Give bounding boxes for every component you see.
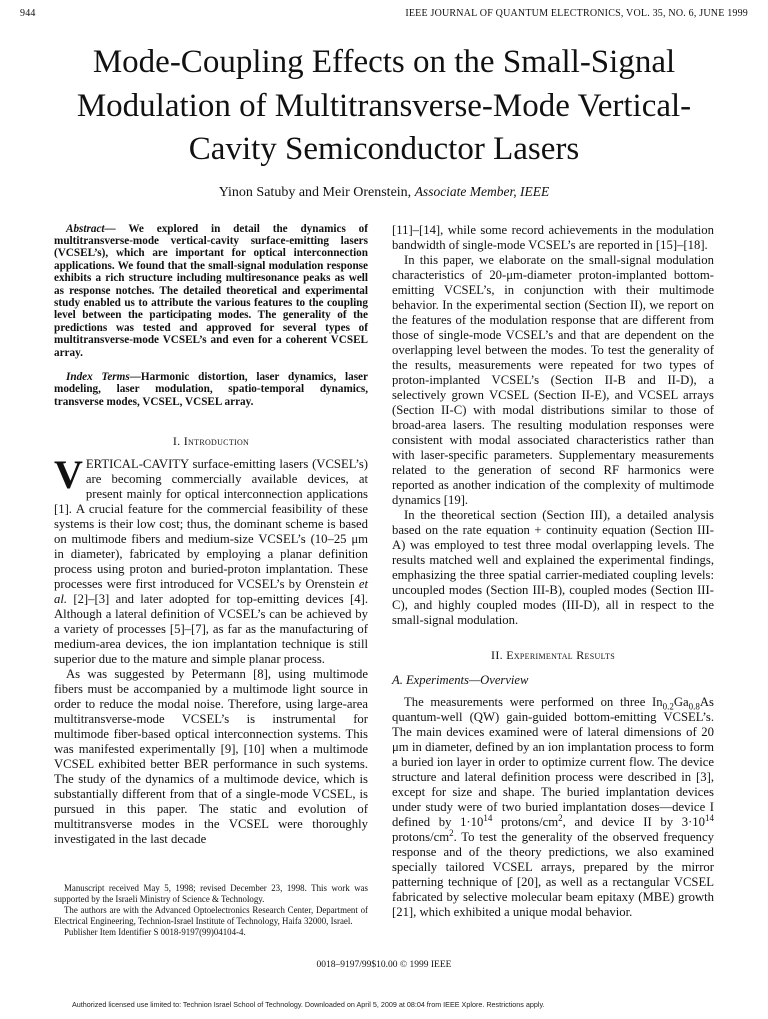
subsection-heading-overview: A. Experiments—Overview — [392, 672, 529, 687]
drop-cap: V — [54, 452, 83, 498]
paper-title: Mode-Coupling Effects on the Small-Signal Modulation of Multitransverse-Mode Vertical-Cavity Semiconductor Lasers — [76, 44, 692, 167]
text-run: [2]–[3] and later adopted for top-emitting devices [4]. Although a lateral definition of VCSEL’s can be achieved by a variety of processes [5]–[7], as far as the manufacturing of medium-area devices, the ion implantation technique is still superior due to the mature and simple planar process. — [54, 592, 368, 667]
footnote-received: Manuscript received May 5, 1998; revised December 23, 1998. This work was supported by the Israeli Ministry of Science & Technology. — [54, 883, 368, 905]
text-run: 14 — [704, 812, 714, 823]
abstract-text: We explored in detail the dynamics of multitransverse-mode vertical-cavity surface-emitting lasers (VCSEL’s), which are important for optical interconnection applications. We found that the small-signal modulation response exhibits a rich structure including multiresonance peaks as well as response notches. The detailed theoretical and experimental study enabled us to attribute the various features to the coupling level between the participating modes. The generality of the predictions was tested and approved for several types of multitransverse-mode VCSEL’s and even for a coherent VCSEL array. — [54, 222, 368, 359]
authors — [20, 184, 748, 201]
text-run: 14 — [483, 812, 493, 823]
page-number: 944 — [20, 8, 36, 19]
paragraph — [392, 223, 714, 253]
index-terms-label: Index Terms— — [66, 370, 141, 383]
section-heading-experimental: II. Experimental Results — [491, 647, 615, 662]
abstract — [54, 223, 368, 359]
text-run: surface-emitting lasers (VCSEL’s) are becoming commercially available devices, at present mainly for optical interconnection applications [1]. A crucial feature for the commercial feasibility of these systems is their low cost; thus, the dominant scheme is based on multimode fibers and medium-size VCSEL’s (10–25 μm in diameter), fabricated by employing a planar definition process using proton and buried-proton implantation. These processes were first introduced for VCSEL’s by Orenstein — [54, 457, 368, 592]
experimental-body — [392, 695, 714, 920]
running-header-row — [20, 8, 748, 19]
right-column-body — [392, 223, 714, 628]
text-run: As was suggested by Petermann [8], using multimode fibers must be accompanied by a multimode light source in order to reduce the modal noise. Therefore, using large-area multitransverse-mode VCSEL’s is instrumental for multimode fiber-based optical interconnection systems. This was manifested experimentally [9], [10] when a multimode VCSEL exhibited better BER performance in such systems. The study of the dynamics of a multimode device, which is substantially different from that of a single-mode VCSEL, is pursued in this paper. The static and evolution of multitransverse modes in the VCSEL were thoroughly investigated in the last decade — [54, 667, 368, 847]
section-heading-introduction: I. Introduction — [172, 434, 250, 449]
license-notice: Authorized licensed use limited to: Technion Israel School of Technology. Downloaded on April 5, 2009 at 08:04 from IEEE Xplore. Restrictions apply. — [72, 1000, 545, 1010]
text-run: et al. — [54, 577, 368, 607]
author-affiliation: Associate Member, IEEE — [414, 183, 550, 199]
paragraph — [392, 253, 714, 508]
author-names: Yinon Satuby and Meir Orenstein, — [218, 184, 412, 200]
left-column — [54, 223, 368, 939]
text-run: In this paper, we elaborate on the small-signal modulation characteristics of 20-μm-diameter proton-implanted bottom-emitting VCSEL’s, in conjunction with their multimode behavior. In the experimental section (Section II), we report on the features of the modulation response that are different from those of single-mode VCSEL’s and that are dependent on the overlapping level between the modes. To test the generality of the results, measurements were repeated for two types of proton-implanted VCSEL’s (Section II-B and II-D), a selectively grown VCSEL (Section II-E), and VCSEL arrays (Section II-C) with modal distributions similar to those of broad-area lasers. The resulting modulation responses were consistent with modal associated characteristics rather than with laser-specific parameters. Supplementary measurements related to the generation of second RF harmonics were reported as another indication of the complexity of multimode dynamics [19]. — [392, 252, 714, 507]
text-run: Ga — [673, 694, 689, 709]
text-run: protons/cm — [392, 829, 450, 844]
text-run: 2 — [449, 827, 454, 838]
index-terms-text: Harmonic distortion, laser dynamics, laser modeling, laser modulation, spatio-temporal dynamics, transverse modes, VCSEL, VCSEL array. — [54, 370, 368, 408]
paragraph — [54, 667, 368, 847]
text-run: . To test the generality of the observed frequency response and of the theory predictions, we also examined specially tailored VCSEL arrays, prepared by the mirror patterning technique of [20], as well as a rectangular VCSEL fabricated by selective molecular beam epitaxy (MBE) growth [21], which exhibited a unique modal behavior. — [392, 829, 714, 919]
text-run: [11]–[14], while some record achievements in the modulation bandwidth of single-mode VCSEL’s are reported in [15]–[18]. — [392, 222, 714, 252]
footnote-affiliation: The authors are with the Advanced Optoelectronics Research Center, Department of Electrical Engineering, Technion-Israel Institute of Technology, Haifa 32000, Israel. — [54, 905, 368, 927]
text-run: 0.2 — [662, 701, 674, 712]
introduction-body — [54, 452, 368, 847]
paragraph — [392, 508, 714, 628]
right-column — [392, 223, 714, 920]
lead-word: ERTICAL-CAVITY — [85, 457, 189, 472]
two-column-body — [54, 223, 748, 939]
abstract-label: Abstract— — [66, 222, 116, 235]
text-run: 2 — [558, 812, 563, 823]
running-header: IEEE JOURNAL OF QUANTUM ELECTRONICS, VOL. 35, NO. 6, JUNE 1999 — [405, 8, 748, 19]
index-terms — [54, 371, 368, 408]
footnote-identifier: Publisher Item Identifier S 0018-9197(99)04104-4. — [64, 927, 246, 938]
text-run: As quantum-well (QW) gain-guided bottom-emitting VCSEL’s. The main devices examined were of lateral dimensions of 20 μm in diameter, defined by an ion implantation process to form a buried ion layer in order to optimize current flow. The device structure and lateral definition process were described in [3], except for size and shape. The buried implantation devices under study were of two buried implantation doses—device I defined by 1·10 — [392, 694, 714, 829]
text-run: protons/cm — [492, 814, 559, 829]
text-run: 0.8 — [688, 701, 700, 712]
text-run: , and device II by 3·10 — [562, 814, 705, 829]
copyright: 0018–9197/99$10.00 © 1999 IEEE — [316, 960, 452, 971]
paragraph — [54, 452, 368, 667]
text-run: The measurements were performed on three In — [404, 694, 663, 709]
paragraph — [392, 695, 714, 920]
text-run: In the theoretical section (Section III), a detailed analysis based on the rate equation + continuity equation (Section III-A) was employed to test three modal overlapping levels. The results matched well and explained the experimental findings, emphasizing the three spatial carrier-mediated coupling levels: uncoupled modes (Section III-B), coupled modes (Section III-C), and highly coupled modes (III-D), all in respect to the small-signal modulation. — [392, 507, 714, 627]
footnote — [54, 883, 368, 938]
